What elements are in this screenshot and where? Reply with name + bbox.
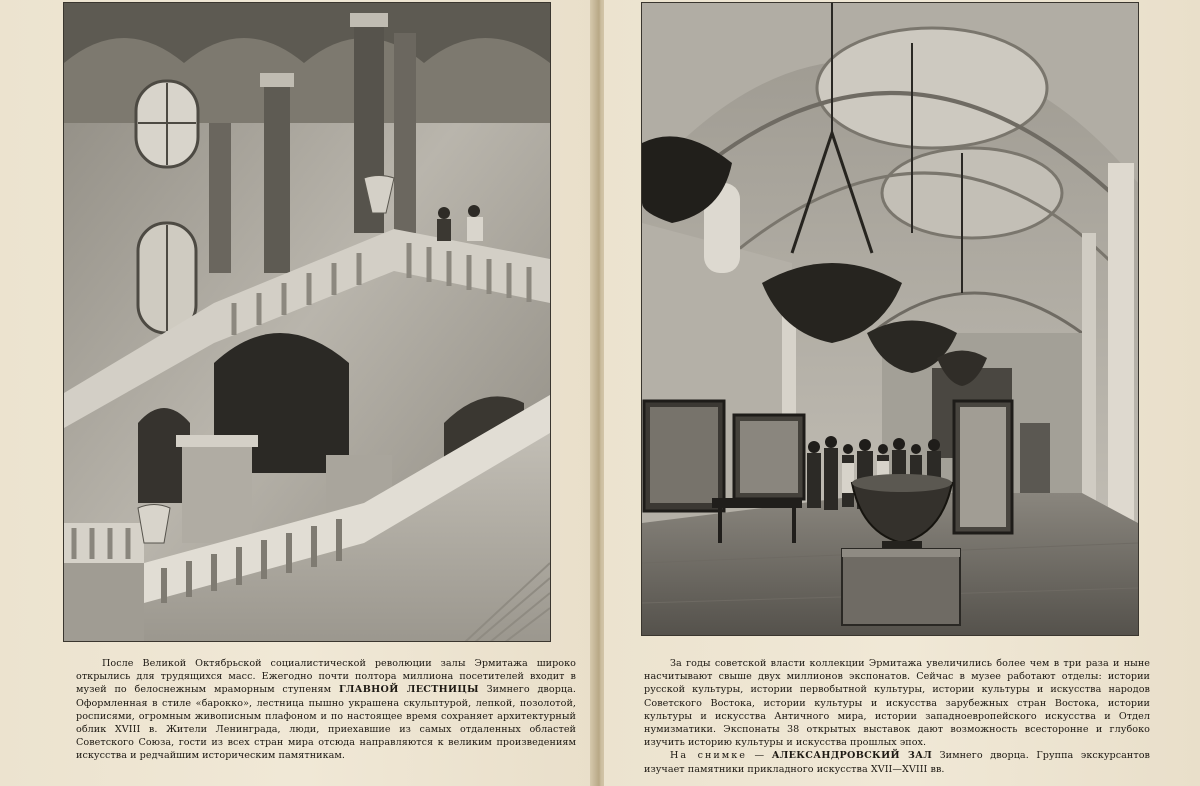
main-staircase-illustration xyxy=(64,3,550,641)
alexander-hall-highlight: АЛЕКСАНДРОВСКИЙ ЗАЛ xyxy=(771,750,933,762)
photo-description-lead: На снимке xyxy=(670,750,747,762)
left-page xyxy=(0,0,596,786)
photo-description-dash: — xyxy=(746,750,772,762)
main-staircase-highlight: ГЛАВНОЙ ЛЕСТНИЦЫ xyxy=(338,684,479,696)
photo-description-tail: Зимнего дворца. Группа экскурсантов изучает памятники прикладного искусства XVII—XVIII вв. xyxy=(644,750,1151,775)
left-caption-text-end: Зимнего дворца. Оформленная в стиле «барокко», лестница пышно украшена скульптурой, лепкой, позолотой, росписями, огромным живописным плафоном и по настоящее время сохраняет архитектурный облик XVIII в. Жители Ленинграда, люди, приехавшие из самых отдаленных областей Советского Союза, гости из всех стран мира отсюда направляются к великим произведениям искусства и редчайшим историческим памятникам. xyxy=(76,684,576,762)
left-caption-paragraph xyxy=(76,657,576,763)
right-caption xyxy=(644,657,1150,776)
right-page xyxy=(604,0,1200,786)
right-caption-paragraph: За годы советской власти коллекции Эрмитажа увеличились более чем в три раза и ныне насчитывают свыше двух миллионов экспонатов. Сейчас в музее работают отделы: истории русской культуры, истории первобытной культуры, истории культуры и искусства народов Советского Востока, истории культуры и искусства зарубежных стран Востока, истории культуры и искусства Античного мира, истории западноевропейского искусства и Отдел нумизматики. Экспонаты 38 открытых выставок дают возможность всесторонне и глубоко изучить историю культуры и искусства прошлых эпох. xyxy=(644,658,1150,749)
photo-description xyxy=(644,749,1150,775)
left-caption-text-start: После Великой Октябрьской социалистической революции залы Эрмитажа широко открылись для трудящихся масс. Ежегодно почти полтора миллиона посетителей входит в музей по белоснежным мраморным ступеням xyxy=(76,658,576,696)
alexander-hall-illustration xyxy=(642,3,1138,635)
alexander-hall-photo xyxy=(642,3,1138,635)
left-caption xyxy=(76,657,576,763)
main-staircase-photo xyxy=(64,3,550,641)
